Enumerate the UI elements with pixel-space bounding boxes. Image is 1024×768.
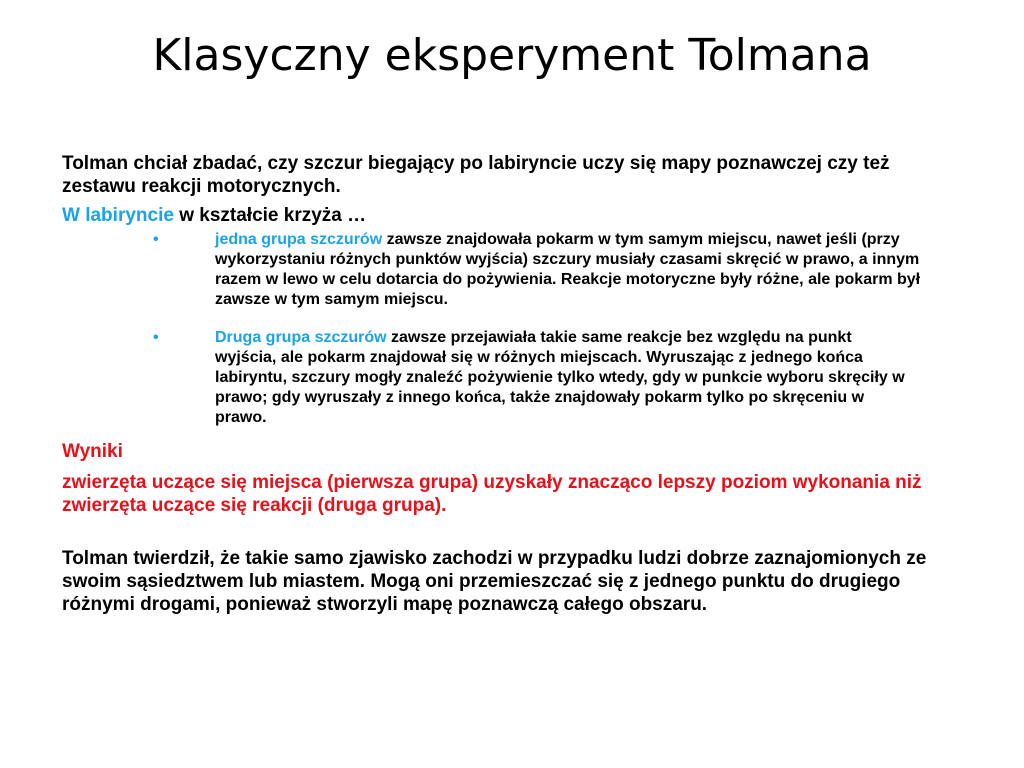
bullet-highlight: jedna grupa szczurów [215,231,383,248]
slide-title: Klasyczny eksperyment Tolmana [152,30,872,81]
results-heading: Wyniki [62,441,123,462]
bullet-rest: zawsze przejawiała takie same reakcje bez względu na punkt wyjścia, ale pokarm znajdował się w różnych miejscach. Wyruszając z jednego końca labiryntu, szczury mogły znaleźć pożywienie tylko wtedy, gdy w punkcie wyboru skręciły w prawo; gdy wyruszały z innego końca, także znajdowały pokarm tylko po skręceniu w prawo. [215,329,905,426]
bullet-text [215,328,905,428]
maze-rest: w kształcie krzyża … [173,205,367,226]
bullet-dot-icon: • [153,329,159,346]
bullet-highlight: Druga grupa szczurów [215,329,387,346]
bullet-dot-icon: • [153,231,159,248]
slide-body [62,152,972,616]
conclusion-paragraph: Tolman twierdził, że takie samo zjawisko zachodzi w przypadku ludzi dobrze zaznajomionych ze swoim sąsiedztwem lub miastem. Mogą oni przemieszczać się z jednego punktu do drugiego różnymi drogami, ponieważ stworzyli mapę poznawczą całego obszaru. [62,548,927,615]
maze-paragraph [62,204,972,227]
bullet-item-second-group [153,328,905,428]
maze-highlight: W labiryncie [62,205,174,226]
bullet-text [215,230,960,310]
bullet-rest: zawsze znajdowała pokarm w tym samym miejscu, nawet jeśli (przy wykorzystaniu różnych punktów wyjścia) szczury musiały czasami skręcić w prawo, a innym razem w lewo w celu dotarcia do pożywienia. Reakcje motoryczne były różne, ale pokarm był zawsze w tym samym miejscu. [215,231,921,308]
results-text: zwierzęta uczące się miejsca (pierwsza grupa) uzyskały znacząco lepszy poziom wykonania niż zwierzęta uczące się reakcji (druga grupa). [62,472,922,516]
intro-paragraph: Tolman chciał zbadać, czy szczur biegający po labiryncie uczy się mapy poznawczej czy też zestawu reakcji motorycznych. [62,153,890,197]
bullet-item-first-group [153,230,972,310]
